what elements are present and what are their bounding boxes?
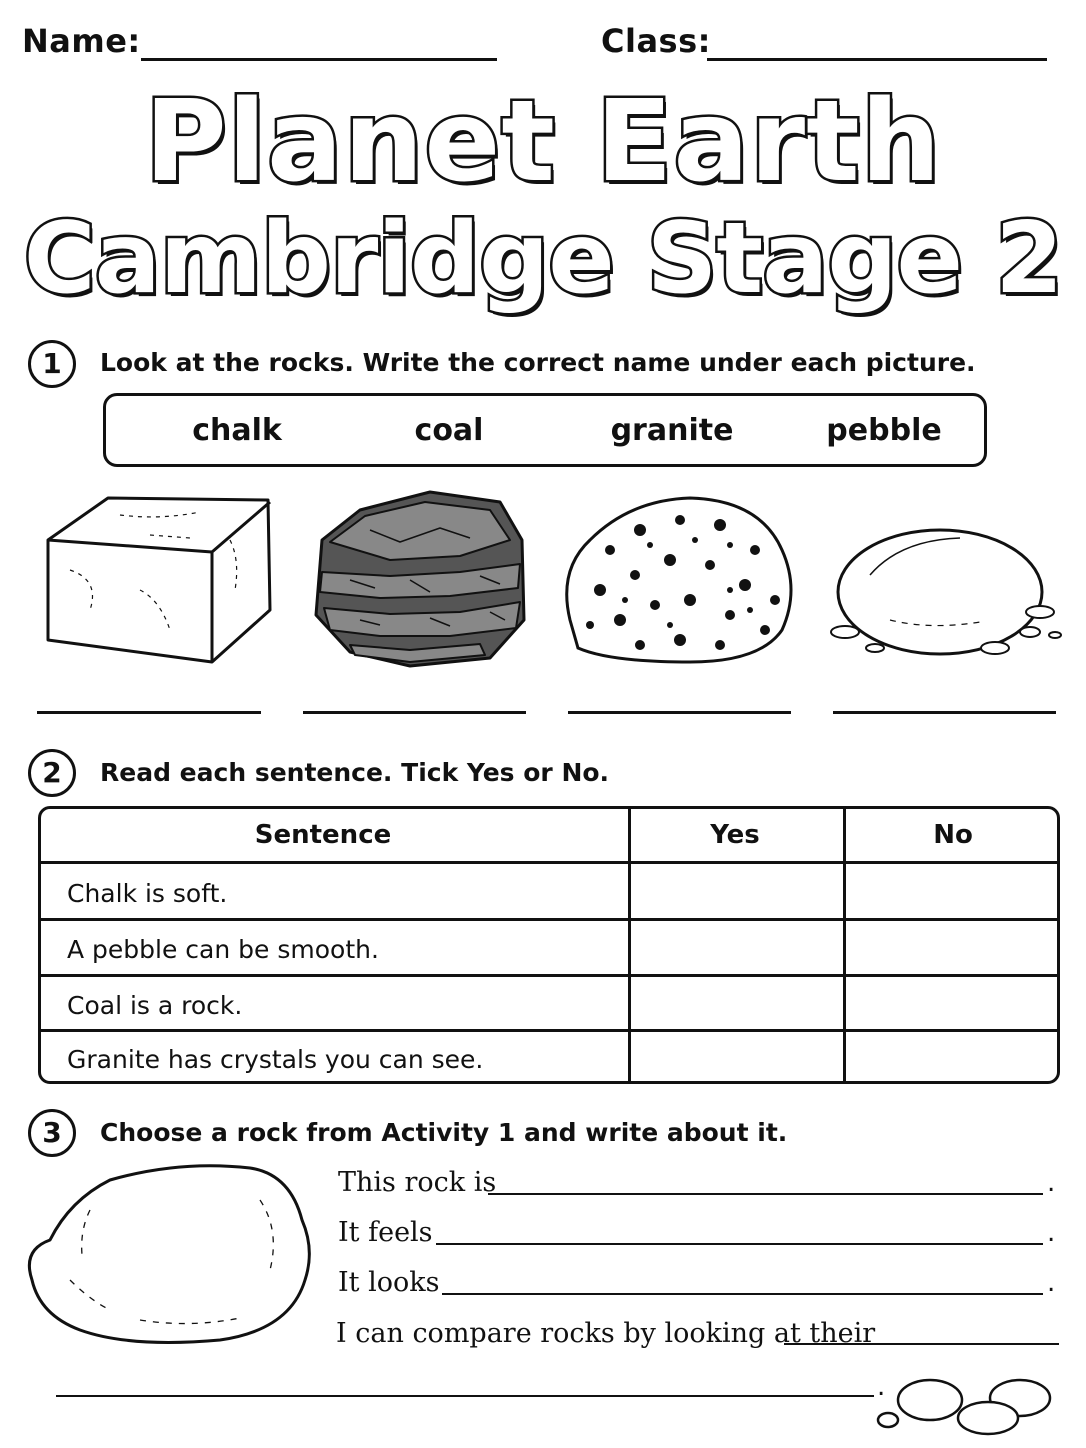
title-line-1: Planet Earth: [144, 77, 942, 207]
activity-3-instruction: Choose a rock from Activity 1 and write about it.: [100, 1118, 788, 1147]
column-header-sentence: Sentence: [254, 820, 392, 850]
write-line-4[interactable]: [784, 1343, 1059, 1345]
write-line-5[interactable]: [56, 1395, 874, 1397]
word-chalk: chalk: [192, 413, 282, 448]
column-header-no: No: [933, 820, 973, 850]
name-write-line[interactable]: [141, 58, 497, 61]
pebble-image: [831, 530, 1061, 654]
word-pebble: pebble: [826, 413, 942, 448]
activity-2-instruction: Read each sentence. Tick Yes or No.: [100, 758, 610, 787]
answer-line-3[interactable]: [568, 711, 791, 714]
answer-line-1[interactable]: [37, 711, 261, 714]
class-label: Class:: [601, 22, 711, 60]
prompt-this-rock-is: This rock is: [338, 1167, 497, 1198]
tick-cell-no-4[interactable]: [846, 1032, 1060, 1084]
table-row: Chalk is soft.: [67, 879, 228, 908]
line-end-dot: .: [1047, 1168, 1056, 1198]
coal-lump-image: [316, 492, 524, 666]
tick-cell-yes-4[interactable]: [631, 1032, 843, 1084]
activity-2-number: 2: [28, 749, 76, 797]
activity-3-number: 3: [28, 1109, 76, 1157]
answer-line-4[interactable]: [833, 711, 1056, 714]
table-row: Granite has crystals you can see.: [67, 1045, 484, 1074]
title-line-2: Cambridge Stage 2: [23, 202, 1063, 316]
write-line-3[interactable]: [442, 1293, 1043, 1295]
tick-cell-yes-2[interactable]: [631, 921, 843, 974]
line-end-dot: .: [1047, 1268, 1056, 1298]
activity-1-instruction: Look at the rocks. Write the correct name under each picture.: [100, 348, 976, 377]
table-row: Coal is a rock.: [67, 991, 243, 1020]
tick-cell-no-1[interactable]: [846, 864, 1060, 918]
rock-pictures: [30, 480, 1070, 680]
word-coal: coal: [414, 413, 484, 448]
pebbles-decoration: [870, 1370, 1060, 1440]
line-end-dot: .: [877, 1372, 886, 1402]
activity-1-number: 1: [28, 340, 76, 388]
tick-cell-no-3[interactable]: [846, 977, 1060, 1029]
tick-cell-yes-3[interactable]: [631, 977, 843, 1029]
granite-rock-image: [567, 498, 791, 662]
tick-cell-yes-1[interactable]: [631, 864, 843, 918]
word-granite: granite: [610, 413, 734, 448]
prompt-it-feels: It feels: [338, 1217, 433, 1248]
prompt-compare-rocks: I can compare rocks by looking at their: [336, 1318, 876, 1349]
chalk-block-image: [48, 498, 270, 662]
write-line-1[interactable]: [488, 1193, 1043, 1195]
name-label: Name:: [22, 22, 141, 60]
tick-cell-no-2[interactable]: [846, 921, 1060, 974]
prompt-it-looks: It looks: [338, 1267, 440, 1298]
answer-line-2[interactable]: [303, 711, 526, 714]
word-bank: [103, 393, 987, 467]
class-write-line[interactable]: [707, 58, 1047, 61]
line-end-dot: .: [1047, 1218, 1056, 1248]
column-header-yes: Yes: [710, 820, 760, 850]
write-line-2[interactable]: [436, 1243, 1043, 1245]
table-row: A pebble can be smooth.: [67, 935, 379, 964]
rock-outline-image: [20, 1160, 320, 1350]
yes-no-table: [38, 806, 1060, 1084]
